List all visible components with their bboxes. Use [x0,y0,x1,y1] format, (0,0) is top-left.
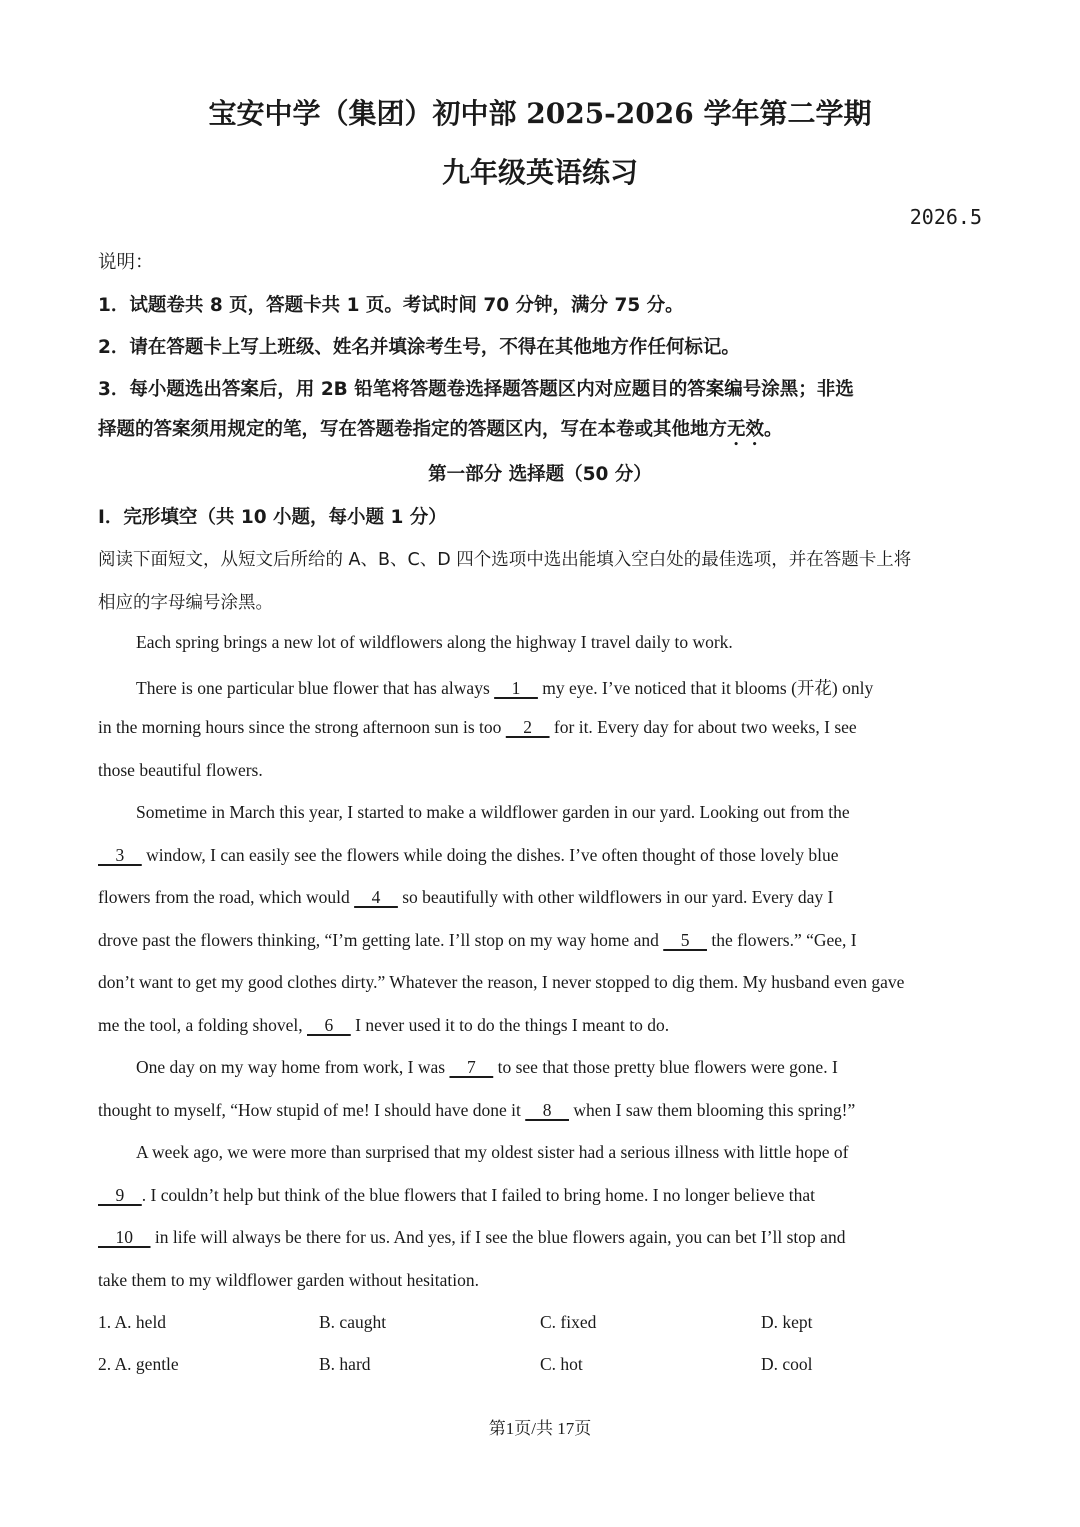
passage-text: me the tool, a folding shovel, [98,1015,307,1035]
passage-text: There is one particular blue flower that has always [136,678,495,698]
passage-line [98,1015,669,1036]
option-2-a: 2. A. gentle [98,1354,179,1374]
passage-text: flowers from the road, which would [98,887,355,907]
passage-line [98,1227,845,1248]
option-2-c: C. hot [540,1354,583,1374]
blank-4: 4 [354,887,398,907]
blank-3: 3 [98,845,142,865]
instructions-heading: 说明： [98,252,154,273]
passage-line: Each spring brings a new lot of wildflowers along the highway I travel daily to work. [136,632,733,652]
directions-line-2: 相应的字母编号涂黑。 [98,593,273,613]
passage-line: A week ago, we were more than surprised that my oldest sister had a serious illness with little hope of [136,1142,849,1162]
passage-line [136,1057,838,1078]
part-heading: 第一部分 选择题（50 分） [428,464,652,485]
passage-text: in life will always be there for us. And yes, if I see the blue flowers again, you can bet I’ll stop and [150,1227,846,1247]
passage-text: . I couldn’t help but think of the blue flowers that I failed to bring home. I no longer believe that [141,1185,816,1205]
exam-title: 宝安中学（集团）初中部 2025-2026 学年第二学期 [208,97,872,130]
instruction-item-2: 2．请在答题卡上写上班级、姓名并填涂考生号，不得在其他地方作任何标记。 [98,337,740,358]
passage-text: drove past the flowers thinking, “I’m getting late. I’ll stop on my way home and [98,930,664,950]
passage-line: those beautiful flowers. [98,760,263,780]
passage-line [98,1100,855,1121]
passage-line: Sometime in March this year, I started to make a wildflower garden in our yard. Looking out from the [136,802,850,822]
blank-6: 6 [307,1015,351,1035]
passage-line [98,717,857,738]
blank-10: 10 [98,1227,151,1247]
instruction-emphasis: 无效 [727,419,765,440]
option-1-b: B. caught [319,1312,387,1332]
passage-text: the flowers.” “Gee, I [706,930,857,950]
instruction-item-3-line-2 [98,415,783,450]
option-1-d: D. kept [761,1312,813,1332]
passage-line [98,887,833,908]
option-2-b: B. hard [319,1354,371,1374]
exam-date: 2026.5 [909,205,982,229]
blank-8: 8 [525,1100,569,1120]
passage-text: for it. Every day for about two weeks, I see [549,717,857,737]
blank-2: 2 [505,717,550,737]
exam-subtitle: 九年级英语练习 [441,156,638,189]
passage-text: I never used it to do the things I meant to do. [350,1015,670,1035]
passage-text: so beautifully with other wildflowers in our yard. Every day I [397,887,834,907]
passage-text: to see that those pretty blue flowers were gone. I [493,1057,838,1077]
instruction-item-3-line-1: 3．每小题选出答案后，用 2B 铅笔将答题卷选择题答题区内对应题目的答案编号涂黑；非选 [98,379,854,400]
section-title: I．完形填空（共 10 小题，每小题 1 分） [98,507,447,528]
blank-7: 7 [449,1057,494,1077]
blank-5: 5 [663,930,707,950]
passage-line [98,930,857,951]
instruction-item-3-text: 择题的答案须用规定的笔，写在答题卷指定的答题区内，写在本卷或其他地方 [98,419,728,440]
blank-9: 9 [98,1185,142,1205]
passage-text: One day on my way home from work, I was [136,1057,450,1077]
passage-text: my eye. I’ve noticed that it blooms (开花) only [537,678,874,698]
option-1-c: C. fixed [540,1312,597,1332]
passage-line [98,845,839,866]
passage-line [98,1185,815,1206]
passage-line: don’t want to get my good clothes dirty.” Whatever the reason, I never stopped to dig them. My husband even gave [98,972,905,992]
directions-line-1: 阅读下面短文，从短文后所给的 A、B、C、D 四个选项中选出能填入空白处的最佳选项，并在答题卡上将 [98,550,912,570]
passage-line: take them to my wildflower garden without hesitation. [98,1270,480,1290]
page-number: 第1页/共 17页 [488,1419,592,1438]
option-1-a: 1. A. held [98,1312,167,1332]
passage-text: in the morning hours since the strong afternoon sun is too [98,717,506,737]
passage-text: when I saw them blooming this spring!” [568,1100,856,1120]
passage-text: thought to myself, “How stupid of me! I should have done it [98,1100,526,1120]
instruction-item-3-end: 。 [764,419,783,440]
option-2-d: D. cool [761,1354,813,1374]
blank-1: 1 [494,678,538,698]
passage-text: window, I can easily see the flowers while doing the dishes. I’ve often thought of those lovely blue [141,845,839,865]
passage-line [136,675,873,700]
instruction-item-1: 1．试题卷共 8 页，答题卡共 1 页。考试时间 70 分钟，满分 75 分。 [98,295,684,316]
